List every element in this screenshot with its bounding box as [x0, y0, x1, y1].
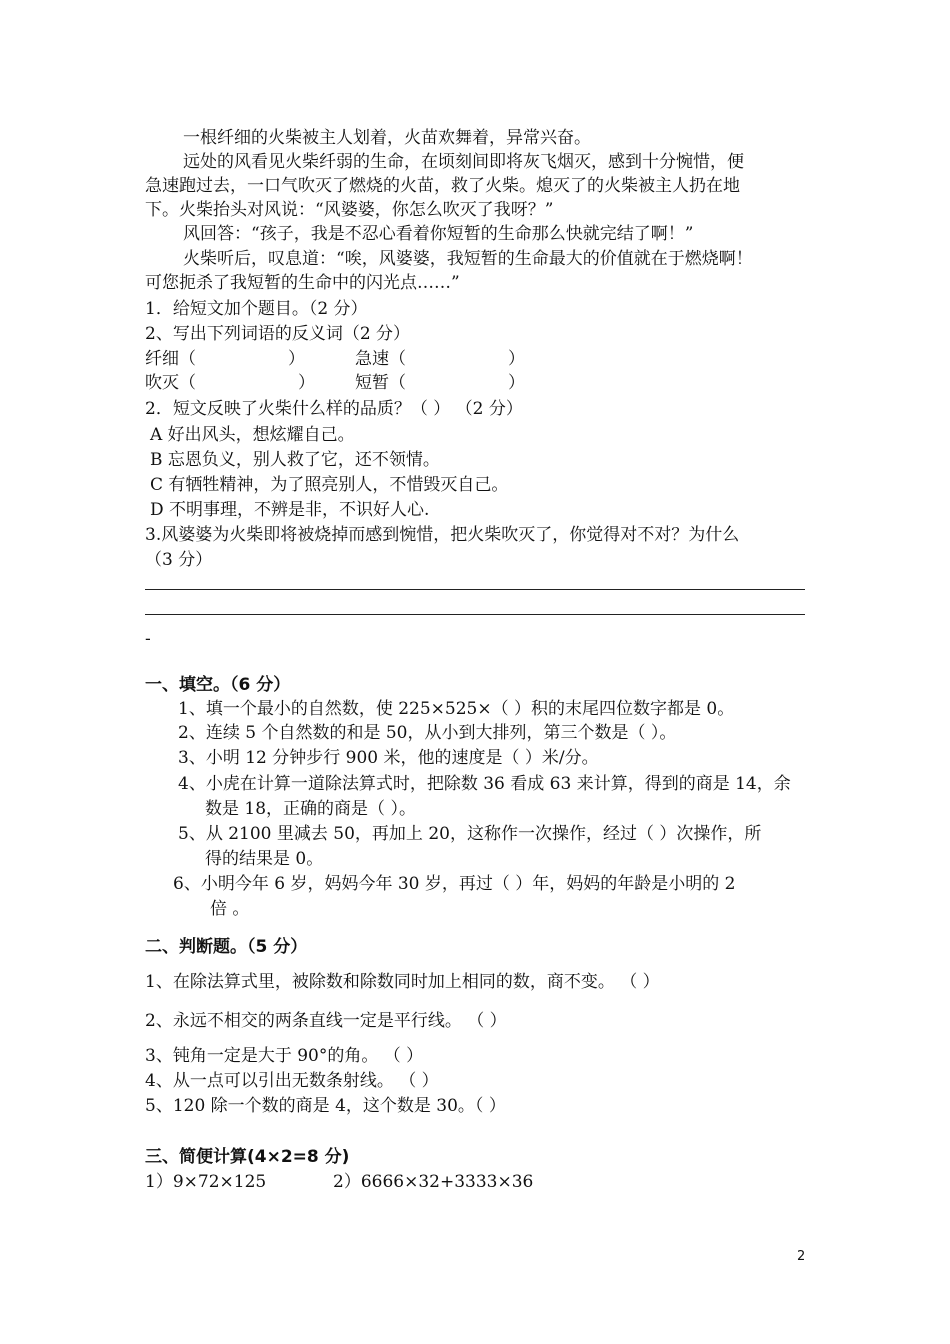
fill-item-5-line-2: 得的结果是 0。 [205, 849, 324, 869]
antonym-word-1: 纤细（ [145, 349, 196, 369]
passage-paragraph-2-line-2: 急速跑过去，一口气吹灭了燃烧的火苗，救了火柴。熄灭了的火柴被主人扔在地 [145, 176, 740, 196]
judge-item-1: 1、在除法算式里，被除数和除数同时加上相同的数，商不变。 （ ） [145, 972, 660, 992]
passage-paragraph-1: 一根纤细的火柴被主人划着，火苗欢舞着，异常兴奋。 [183, 128, 591, 148]
antonym-word-2: 急速（ [355, 349, 406, 369]
question-opinion-line-1: 3.风婆婆为火柴即将被烧掉而感到惋惜，把火柴吹灭了，你觉得对不对？为什么 [145, 525, 740, 545]
question-antonyms: 2、写出下列词语的反义词（2 分） [145, 324, 411, 344]
fill-item-5-line-1: 5、从 2100 里减去 50，再加上 20，这称作一次操作，经过（ ）次操作，所 [178, 824, 762, 844]
judge-item-5: 5、120 除一个数的商是 4，这个数是 30。（ ） [145, 1096, 506, 1116]
section-calc-title: 三、简便计算(4×2=8 分) [145, 1147, 350, 1167]
stray-dash: - [145, 629, 151, 649]
answer-line-2 [145, 614, 805, 615]
page-number: 2 [797, 1249, 806, 1264]
judge-item-2: 2、永远不相交的两条直线一定是平行线。 （ ） [145, 1011, 507, 1031]
antonym-close-2: ） [508, 349, 525, 369]
option-c: C 有牺牲精神，为了照亮别人，不惜毁灭自己。 [150, 475, 509, 495]
question-quality: 2．短文反映了火柴什么样的品质？（ ） （2 分） [145, 399, 523, 419]
passage-paragraph-2-line-3: 下。火柴抬头对风说：“风婆婆，你怎么吹灭了我呀？” [145, 200, 554, 220]
section-fill-blank-title: 一、填空。（6 分） [145, 675, 291, 695]
fill-item-3: 3、小明 12 分钟步行 900 米，他的速度是（ ）米/分。 [178, 748, 599, 768]
fill-item-4-line-1: 4、小虎在计算一道除法算式时，把除数 36 看成 63 来计算，得到的商是 14，余 [178, 774, 791, 794]
answer-line-1 [145, 589, 805, 590]
passage-paragraph-4-line-1: 火柴听后，叹息道：“唉，风婆婆，我短暂的生命最大的价值就在于燃烧啊！ [183, 249, 753, 269]
antonym-word-4: 短暂（ [355, 373, 406, 393]
passage-paragraph-4-line-2: 可您扼杀了我短暂的生命中的闪光点……” [145, 273, 460, 293]
judge-item-3: 3、钝角一定是大于 90°的角。 （ ） [145, 1046, 424, 1066]
antonym-close-1: ） [288, 349, 305, 369]
antonym-close-4: ） [508, 373, 525, 393]
fill-item-2: 2、连续 5 个自然数的和是 50，从小到大排列，第三个数是（ ）。 [178, 723, 677, 743]
option-d: D 不明事理，不辨是非，不识好人心. [150, 500, 430, 520]
calc-item-2: 2）6666×32+3333×36 [333, 1172, 534, 1192]
fill-item-6-line-2: 倍 。 [210, 899, 250, 919]
passage-paragraph-3: 风回答：“孩子，我是不忍心看着你短暂的生命那么快就完结了啊！” [183, 224, 694, 244]
calc-item-1: 1）9×72×125 [145, 1172, 267, 1192]
option-a: A 好出风头，想炫耀自己。 [150, 425, 355, 445]
judge-item-4: 4、从一点可以引出无数条射线。 （ ） [145, 1071, 439, 1091]
passage-paragraph-2-line-1: 远处的风看见火柴纤弱的生命，在顷刻间即将灰飞烟灭，感到十分惋惜，便 [183, 152, 744, 172]
antonym-close-3: ） [298, 373, 315, 393]
fill-item-4-line-2: 数是 18，正确的商是（ ）。 [205, 799, 416, 819]
option-b: B 忘恩负义，别人救了它，还不领情。 [150, 450, 440, 470]
antonym-word-3: 吹灭（ [145, 373, 196, 393]
fill-item-1: 1、填一个最小的自然数，使 225×525×（ ）积的末尾四位数字都是 0。 [178, 699, 735, 719]
section-judgement-title: 二、判断题。（5 分） [145, 937, 308, 957]
question-title: 1．给短文加个题目。（2 分） [145, 299, 368, 319]
fill-item-6-line-1: 6、小明今年 6 岁，妈妈今年 30 岁，再过（ ）年，妈妈的年龄是小明的 2 [173, 874, 736, 894]
question-opinion-line-2: （3 分） [145, 550, 213, 570]
